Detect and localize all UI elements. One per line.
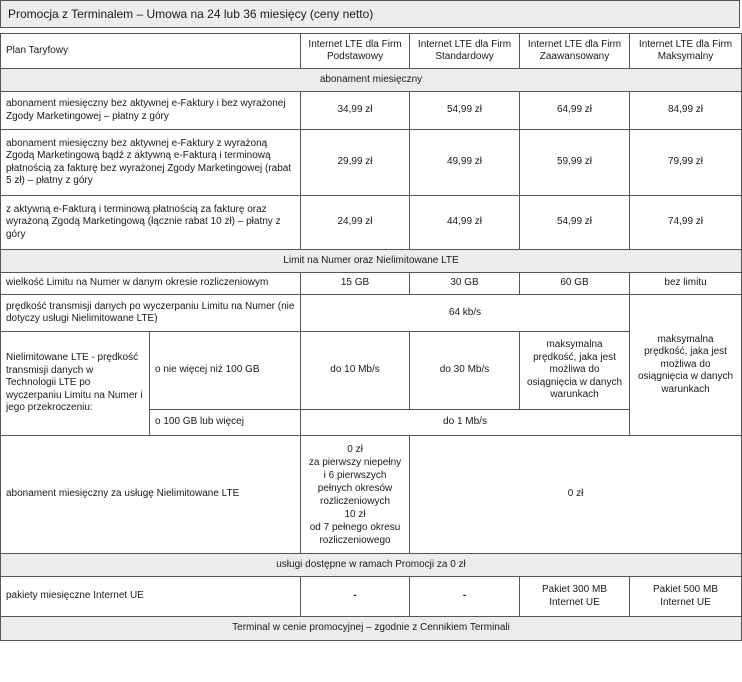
speed-cell: do 30 Mb/s [410, 332, 520, 410]
section-row [1, 554, 742, 577]
fee-cell: 0 zł [410, 436, 742, 554]
row-label: Nielimitowane LTE - prędkość transmisji danych w Technologii LTE po wyczerpaniu Limitu na Numer i jego przekroczeniu: [1, 332, 150, 436]
limit-cell: 15 GB [301, 273, 410, 295]
section-limit: Limit na Numer oraz Nielimitowane LTE [1, 250, 742, 273]
row-label: abonament miesięczny za usługę Nielimitowane LTE [1, 436, 301, 554]
price-cell: 54,99 zł [410, 92, 520, 130]
section-row [1, 69, 742, 92]
table-row [1, 196, 742, 250]
fee-line: od 7 pełnego okresu [309, 521, 401, 533]
section-uslugi: usługi dostępne w ramach Promocji za 0 zł [1, 554, 742, 577]
eu-cell: Pakiet 500 MB Internet UE [630, 577, 742, 617]
fee-line: i 6 pierwszych [323, 469, 387, 481]
row-label: wielkość Limitu na Numer w danym okresie rozliczeniowym [1, 273, 301, 295]
row-label: z aktywną e-Fakturą i terminową płatnością za fakturę oraz wyrażoną Zgodą Marketingową (łącznie rabat 10 zł) – płatny z góry [1, 196, 301, 250]
row-label: prędkość transmisji danych po wyczerpaniu Limitu na Numer (nie dotyczy usługi Nielimitowane LTE) [1, 295, 301, 332]
price-cell: 24,99 zł [301, 196, 410, 250]
eu-cell: - [301, 577, 410, 617]
price-cell: 34,99 zł [301, 92, 410, 130]
eu-cell: Pakiet 300 MB Internet UE [520, 577, 630, 617]
page-title: Promocja z Terminalem – Umowa na 24 lub 36 miesięcy (ceny netto) [0, 0, 740, 28]
tariff-table [0, 33, 742, 641]
price-cell: 84,99 zł [630, 92, 742, 130]
section-row [1, 250, 742, 273]
column-header-podstawowy: Internet LTE dla Firm Podstawowy [301, 34, 410, 69]
plan-label: Plan Taryfowy [1, 34, 301, 69]
sub-label: o 100 GB lub więcej [150, 410, 301, 436]
fee-line: rozliczeniowego [319, 534, 391, 546]
table-row [1, 577, 742, 617]
price-cell: 49,99 zł [410, 130, 520, 196]
speed-cell: maksymalna prędkość, jaka jest możliwa do osiągnięcia w danych warunkach [520, 332, 630, 410]
speed-cell: do 10 Mb/s [301, 332, 410, 410]
price-cell: 74,99 zł [630, 196, 742, 250]
header-row [1, 34, 742, 69]
table-row [1, 92, 742, 130]
speed-cell: 64 kb/s [301, 295, 630, 332]
eu-cell: - [410, 577, 520, 617]
fee-cell-podstawowy [301, 436, 410, 554]
sub-label: o nie więcej niż 100 GB [150, 332, 301, 410]
section-terminal: Terminal w cenie promocyjnej – zgodnie z Cennikiem Terminali [1, 617, 742, 641]
column-header-standardowy: Internet LTE dla Firm Standardowy [410, 34, 520, 69]
column-header-zaawansowany: Internet LTE dla Firm Zaawansowany [520, 34, 630, 69]
limit-cell: 30 GB [410, 273, 520, 295]
price-cell: 44,99 zł [410, 196, 520, 250]
section-abonament: abonament miesięczny [1, 69, 742, 92]
table-row [1, 130, 742, 196]
price-cell: 64,99 zł [520, 92, 630, 130]
fee-line: za pierwszy niepełny [308, 456, 402, 468]
fee-line: 10 zł [344, 508, 366, 520]
row-label: abonament miesięczny bez aktywnej e-Faktury i bez wyrażonej Zgody Marketingowej – płatny z góry [1, 92, 301, 130]
fee-line: 0 zł [347, 443, 363, 455]
table-row [1, 436, 742, 554]
speed-cell: do 1 Mb/s [301, 410, 630, 436]
column-header-maksymalny: Internet LTE dla Firm Maksymalny [630, 34, 742, 69]
price-cell: 54,99 zł [520, 196, 630, 250]
price-cell: 79,99 zł [630, 130, 742, 196]
row-label: pakiety miesięczne Internet UE [1, 577, 301, 617]
limit-cell: bez limitu [630, 273, 742, 295]
table-row [1, 273, 742, 295]
limit-cell: 60 GB [520, 273, 630, 295]
max-speed-cell: maksymalna prędkość, jaka jest możliwa do osiągnięcia w danych warunkach [630, 295, 742, 436]
fee-line: pełnych okresów [317, 482, 393, 494]
table-row [1, 295, 742, 332]
fee-line: rozliczeniowych [320, 495, 391, 507]
price-cell: 29,99 zł [301, 130, 410, 196]
section-row [1, 617, 742, 641]
price-cell: 59,99 zł [520, 130, 630, 196]
row-label: abonament miesięczny bez aktywnej e-Faktury z wyrażoną Zgodą Marketingową bądź z aktywną e-Fakturą i terminową płatnością za fakturę bez wyrażonej Zgody Marketingowej (rabat 5 zł) – płatny z góry [1, 130, 301, 196]
